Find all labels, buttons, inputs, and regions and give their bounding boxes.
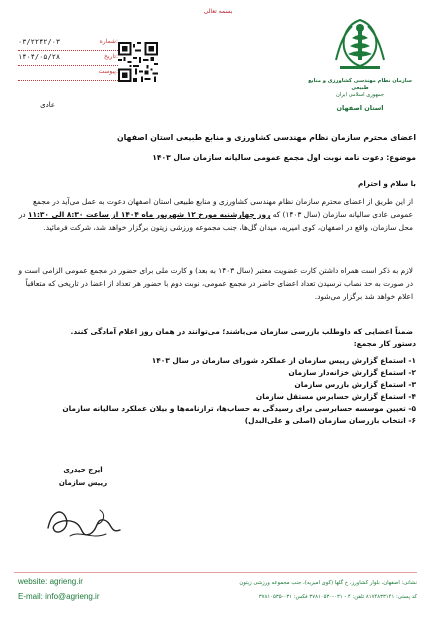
organization-logo [300, 14, 420, 126]
paragraph-invitation [18, 195, 413, 234]
greeting: با سلام و احترام [358, 179, 416, 188]
footer-website[interactable]: website: agrieng.ir [18, 577, 83, 586]
meeting-date-time: روز چهارشنبه مورخ ۱۲ شهریور ماه ۱۴۰۴ از ساعت ۸:۳۰ الی ۱۱:۳۰ [27, 210, 271, 219]
agenda-list [40, 355, 416, 427]
paragraph-inspector-note: ضمناً اعضایی که داوطلب بازرسی سازمان می‌باشند؛ می‌توانند در همان روز اعلام آمادگی کنند. [70, 327, 413, 336]
letter-attachment-label: پیوست: [98, 68, 118, 75]
agenda-item: ۳- استماع گزارش بازرس سازمان [294, 380, 416, 389]
agenda-item: ۲- استماع گزارش خزانه‌دار سازمان [288, 368, 416, 377]
letter-date: ۱۴۰۴/۰۵/۲۸ [18, 53, 61, 61]
letter-number-label: شماره: [99, 38, 118, 45]
classification-label: عادی [40, 101, 55, 109]
paragraph-invitation-part1: از این طریق از اعضای محترم سازمان نظام مهندسی کشاورزی و منابع طبیعی استان اصفهان دعوت به عمل می‌آید در مجمع عمومی عادی سالیانه سازمان (سال ۱۴۰۳) که [32, 197, 413, 219]
paragraph-requirements: لازم به ذکر است همراه داشتن کارت عضویت معتبر (سال ۱۴۰۳ به بعد) و کارت ملی برای حضور در مجمع عمومی الزامی است و در صورت به حد نصاب نرسیدن تعداد اعضای حاضر در مجمع عمومی، نوبت دوم با حضور هر تعداد از اعضا در تاریخی که متعاقباً اعلام خواهد شد برگزار می‌شود. [18, 266, 413, 301]
emblem-icon [300, 14, 420, 74]
agenda-title: دستور کار مجمع: [353, 339, 416, 348]
agenda-item: ۴- استماع گزارش حسابرس مستقل سازمان [255, 392, 416, 401]
letter-number: ۰۳/۲۲۴۲/۰۳ [18, 38, 61, 46]
signatory-block [48, 466, 118, 487]
org-name: سازمان نظام مهندسی کشاورزی و منابع طبیعی [308, 78, 412, 91]
handwritten-signature [40, 500, 130, 545]
agenda-item: ۱- استماع گزارش رییس سازمان از عملکرد شورای سازمان در سال ۱۴۰۳ [151, 356, 416, 365]
qr-code [118, 42, 158, 82]
agenda-item: ۵- تعیین موسسه حسابرسی برای رسیدگی به حساب‌ها، ترازنامه‌ها و بیلان عملکرد سالیانه سازمان [62, 404, 416, 413]
paragraph-invitation-part2: در محل سازمان، واقع در اصفهان، کوی امیریه، میدان گل‌ها، جنب مجموعه ورزشی زیتون برگزار خواهد شد، شرکت فرمائید. [18, 210, 413, 232]
addressee: اعضای محترم سازمان نظام مهندسی کشاورزی و منابع طبیعی استان اصفهان [116, 133, 416, 142]
footer-contacts: کد پستی: ۸۱۷۴۸۳۳۱۴۱ تلفن: ۴ - ۰۳۱-۳۷۸۱۰۵۳۰ فکس: ۰۳۱-۳۷۸۱۰۵۳۵ [258, 594, 417, 600]
footer-email[interactable]: E-mail: info@agrieng.ir [18, 592, 100, 601]
letter-date-label: تاریخ: [104, 53, 118, 60]
footer-address: نشانی: اصفهان، بلوار کشاورز، خ گلها (کوی امیریه)، جنب مجموعه ورزشی زیتون [239, 580, 417, 586]
signatory-name: ایرج حیدری [63, 466, 103, 474]
signatory-title: رییس سازمان [58, 479, 108, 487]
agenda-item: ۶- انتخاب بازرسان سازمان (اصلی و علی‌البدل) [244, 416, 416, 425]
subject-label: موضوع: [386, 153, 416, 162]
org-province: استان اصفهان [336, 104, 384, 112]
letter-meta [18, 38, 118, 81]
org-country: جمهوری اسلامی ایران [335, 92, 385, 98]
bismillah-heading: بسمه تعالی [203, 8, 233, 15]
subject-line [60, 153, 416, 162]
footer-divider [14, 572, 417, 573]
subject-text: دعوت نامه نوبت اول مجمع عمومی سالیانه سازمان سال ۱۴۰۳ [152, 153, 384, 162]
